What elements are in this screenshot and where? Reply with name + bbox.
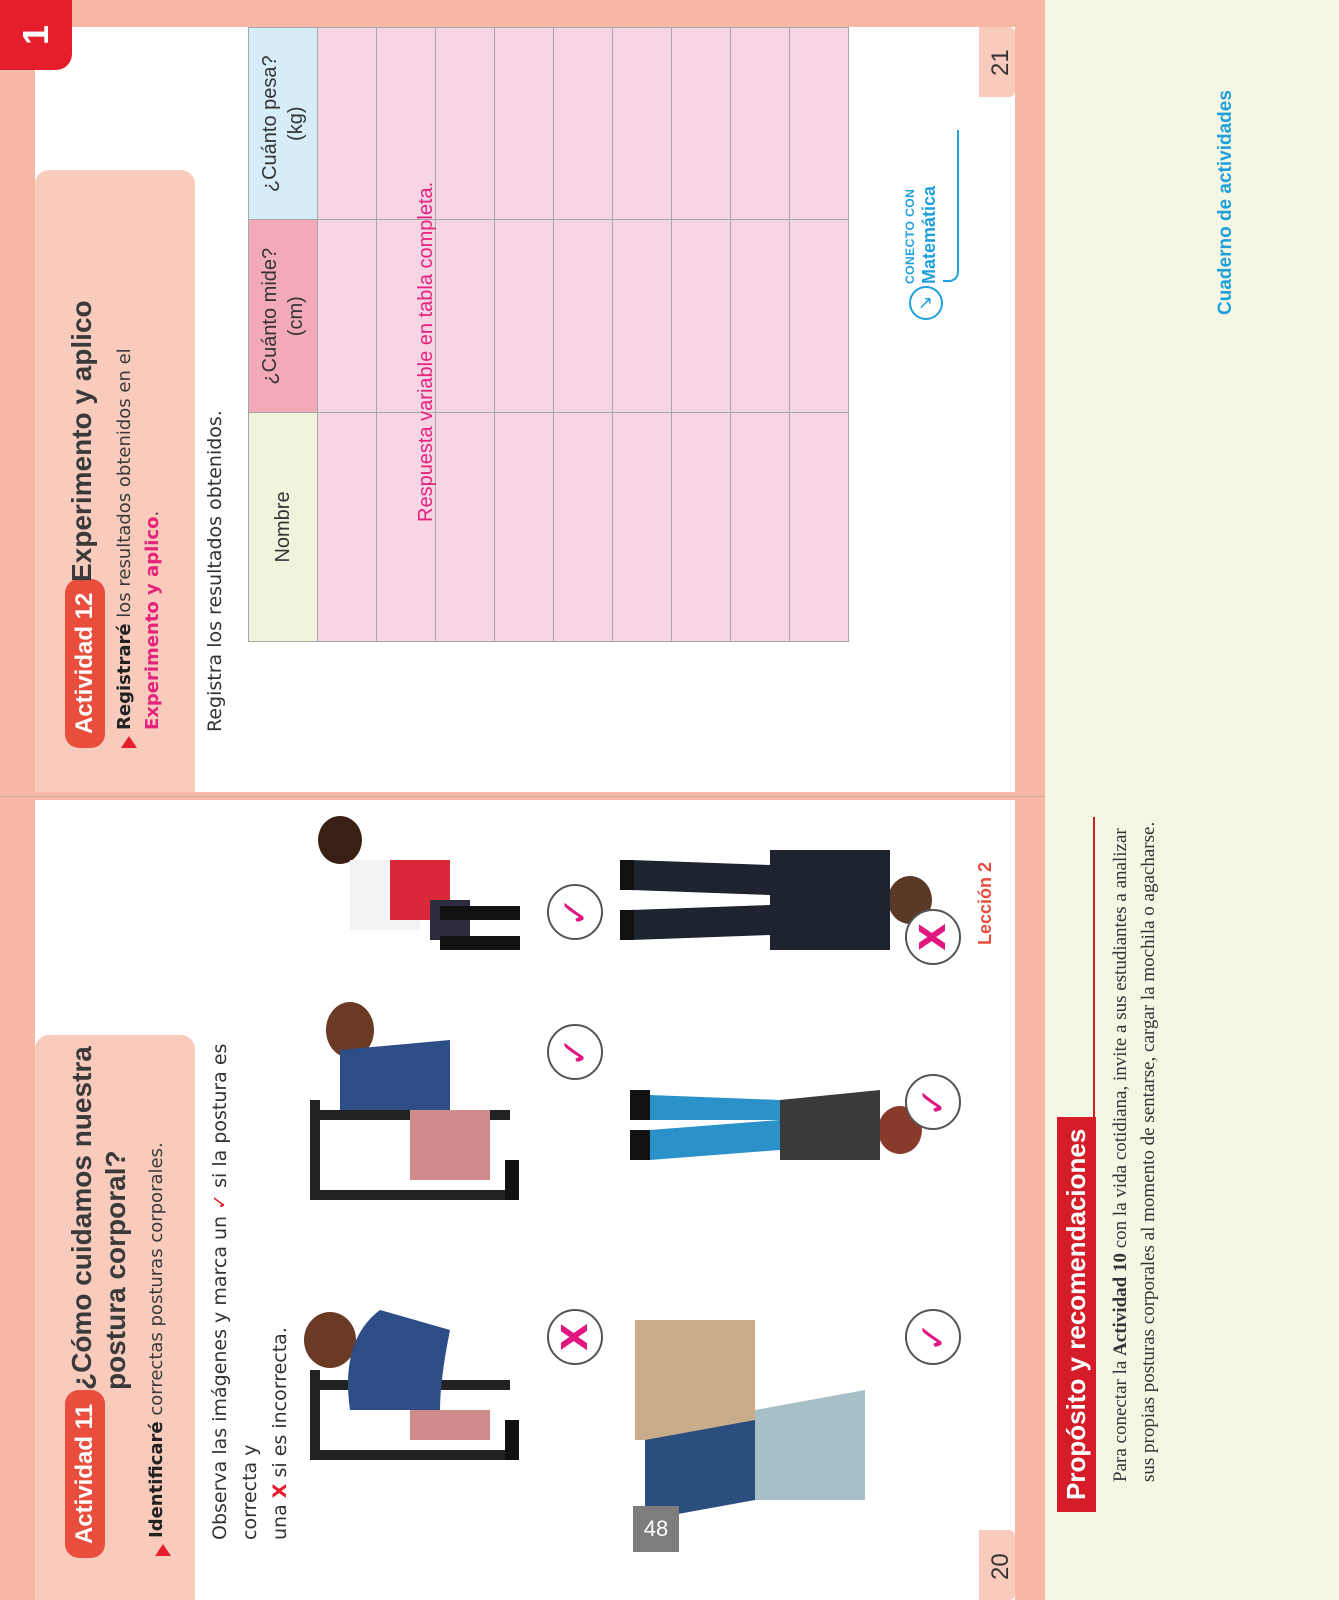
activity-11-objective: Identificaré correctas posturas corporales.	[146, 1142, 167, 1538]
table-cell[interactable]	[318, 412, 377, 641]
table-cell[interactable]	[318, 28, 377, 220]
table-cell[interactable]	[613, 412, 672, 641]
table-header-row	[249, 28, 318, 642]
table-cell[interactable]	[672, 28, 731, 220]
results-table	[248, 27, 849, 642]
table-cell[interactable]	[731, 220, 790, 412]
table-cell[interactable]	[436, 412, 495, 641]
right-page-number: 21	[987, 49, 1014, 76]
header-mide: ¿Cuánto mide? (cm)	[249, 220, 318, 412]
activity-11-title-line1: ¿Cómo cuidamos nuestra	[66, 1046, 97, 1390]
table-row	[554, 28, 613, 642]
activity-12-header	[35, 170, 195, 792]
table-cell[interactable]	[436, 28, 495, 220]
objective-bullet-icon	[155, 1544, 171, 1556]
table-cell[interactable]	[495, 220, 554, 412]
left-page-number: 20	[987, 1553, 1014, 1580]
table-cell[interactable]	[436, 220, 495, 412]
proposito-rule	[1093, 817, 1095, 1512]
table-row	[318, 28, 377, 642]
teacher-notes-rotated	[1045, 0, 1339, 1600]
table-row	[495, 28, 554, 642]
table-cell[interactable]	[554, 412, 613, 641]
photo-4-mark[interactable]: ✓	[905, 1309, 961, 1365]
table-row	[613, 28, 672, 642]
activity-11-badge: Actividad 11	[65, 1390, 105, 1558]
girl-with-backpack-photo	[290, 800, 560, 960]
table-cell[interactable]	[672, 412, 731, 641]
cuaderno-link[interactable]: Cuaderno de actividades	[1215, 90, 1236, 315]
table-cell[interactable]	[554, 220, 613, 412]
table-row	[731, 28, 790, 642]
activity-11-instruction: Observa las imágenes y marca un ✓ si la postura es correcta y una X si es incorrecta.	[209, 1043, 291, 1540]
conecto-con-matematica	[897, 152, 977, 322]
proposito-text: Para conectar la Actividad 10 con la vida cotidiana, invite a sus estudiantes a analizar sus propias posturas corporales al momento de sentarse, cargar la mochila o agacharse.	[1110, 821, 1159, 1482]
proposito-heading: Propósito y recomendaciones	[1057, 1117, 1096, 1512]
unit-tab: 1	[0, 0, 72, 70]
left-page	[35, 800, 1015, 1600]
conecto-underline	[943, 130, 959, 282]
activity-12-badge: Actividad 12	[65, 579, 105, 748]
photo-2-mark[interactable]: ✓	[547, 1024, 603, 1080]
activity-12-instruction: Registra los resultados obtenidos.	[204, 410, 226, 732]
table-cell[interactable]	[731, 412, 790, 641]
table-cell[interactable]	[495, 412, 554, 641]
table-cell[interactable]	[790, 412, 849, 641]
header-pesa: ¿Cuánto pesa? (kg)	[249, 28, 318, 220]
conecto-small-label: CONECTO CON	[903, 188, 917, 284]
objective-bullet-icon	[121, 736, 137, 748]
table-cell[interactable]	[613, 220, 672, 412]
conecto-arrow-icon: ↘	[909, 286, 943, 320]
upright-sitting-girl-photo	[290, 960, 560, 1220]
activity-12-title: Experimento y aplico	[66, 300, 97, 582]
table-row	[436, 28, 495, 642]
activity-11-title-line2: postura corporal?	[100, 1150, 131, 1390]
table-cell[interactable]	[495, 28, 554, 220]
table-answer-note: Respuesta variable en tabla completa.	[415, 181, 437, 522]
activity-12-objective: Registraré los resultados obtenidos en el Experimento y aplico.	[114, 348, 163, 730]
teacher-page-number: 48	[633, 1506, 679, 1552]
table-cell[interactable]	[672, 220, 731, 412]
table-row	[790, 28, 849, 642]
table-row	[672, 28, 731, 642]
right-page	[35, 27, 1015, 792]
photo-5-mark[interactable]: ✓	[905, 1074, 961, 1130]
slouched-sitting-girl-photo	[290, 1230, 560, 1480]
table-cell[interactable]	[790, 28, 849, 220]
photo-1-mark[interactable]: X	[547, 1309, 603, 1365]
photo-6-mark[interactable]: X	[905, 909, 961, 965]
table-cell[interactable]	[731, 28, 790, 220]
table-cell[interactable]	[613, 28, 672, 220]
table-cell[interactable]	[790, 220, 849, 412]
table-cell[interactable]	[554, 28, 613, 220]
woman-standing-photo	[610, 1020, 930, 1240]
spine-line	[0, 796, 1045, 797]
header-nombre: Nombre	[249, 412, 318, 641]
teacher-notes-strip	[1045, 0, 1339, 1600]
lesson-label: Lección 2	[975, 861, 995, 945]
conecto-subject: Matemática	[919, 185, 939, 284]
photo-3-mark[interactable]: ✓	[547, 884, 603, 940]
table-cell[interactable]	[318, 220, 377, 412]
activity-11-header	[35, 1035, 195, 1600]
man-in-suit-photo	[610, 810, 940, 1010]
